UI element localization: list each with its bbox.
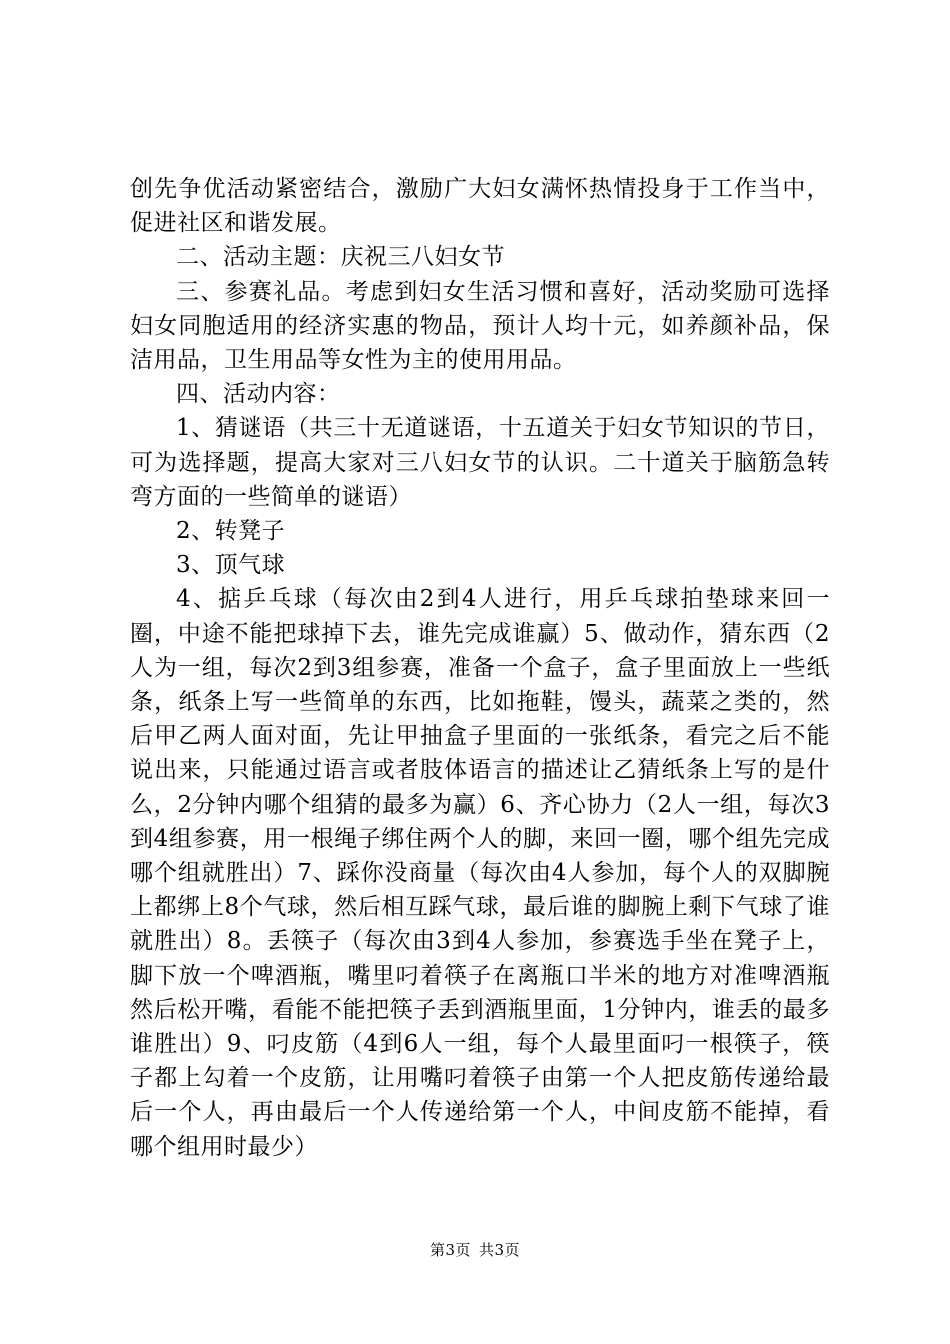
paragraph-prizes: 三、参赛礼品。考虑到妇女生活习惯和喜好，活动奖励可选择妇女同胞适用的经济实惠的物品，预计人均十元，如养颜补品，保洁用品，卫生用品等女性为主的使用用品。 [130, 278, 830, 374]
paragraph-intro-continued: 创先争优活动紧密结合，激励广大妇女满怀热情投身于工作当中，促进社区和谐发展。 [130, 176, 830, 237]
page-footer [0, 1240, 950, 1260]
paragraph-item-balloon: 3、顶气球 [176, 552, 286, 579]
paragraph-activity-content-heading: 四、活动内容： [176, 381, 341, 408]
paragraph-activity-theme: 二、活动主题：庆祝三八妇女节 [176, 244, 505, 271]
paragraph-item-riddles: 1、猜谜语（共三十无道谜语，十五道关于妇女节知识的节日，可为选择题，提高大家对三八妇女节的认识。二十道关于脑筋急转弯方面的一些简单的谜语） [130, 415, 830, 510]
paragraph-item-games-list: 4、掂乒乓球（每次由2到4人进行，用乒乓球拍垫球来回一圈，中途不能把球掉下去，谁先完成谁赢）5、做动作，猜东西（2人为一组，每次2到3组参赛，准备一个盒子，盒子里面放上一些纸条，纸条上写一些简单的东西，比如拖鞋，馒头，蔬菜之类的，然后甲乙两人面对面，先让甲抽盒子里面的一张纸条，看完之后不能说出来，只能通过语言或者肢体语言的描述让乙猜纸条上写的是什么，2分钟内哪个组猜的最多为赢）6、齐心协力（2人一组，每次3到4组参赛，用一根绳子绑住两个人的脚，来回一圈，哪个组先完成哪个组就胜出）7、踩你没商量（每次由4人参加，每个人的双脚腕上都绑上8个气球，然后相互踩气球，最后谁的脚腕上剩下气球了谁就胜出）8。丢筷子（每次由3到4人参加，参赛选手坐在凳子上，脚下放一个啤酒瓶，嘴里叼着筷子在离瓶口半米的地方对准啤酒瓶然后松开嘴，看能不能把筷子丢到酒瓶里面，1分钟内，谁丢的最多谁胜出）9、叼皮筋（4到6人一组，每个人最里面叼一根筷子，筷子都上勾着一个皮筋，让用嘴叼着筷子由第一个人把皮筋传递给最后一个人，再由最后一个人传递给第一个人，中间皮筋不能掉，看哪个组用时最少） [130, 586, 830, 1160]
paragraph-item-chairs: 2、转凳子 [176, 518, 286, 545]
document-body [130, 172, 830, 1164]
page-number-total: 共3页 [479, 1241, 521, 1259]
page-number-current: 第3页 [429, 1241, 471, 1259]
